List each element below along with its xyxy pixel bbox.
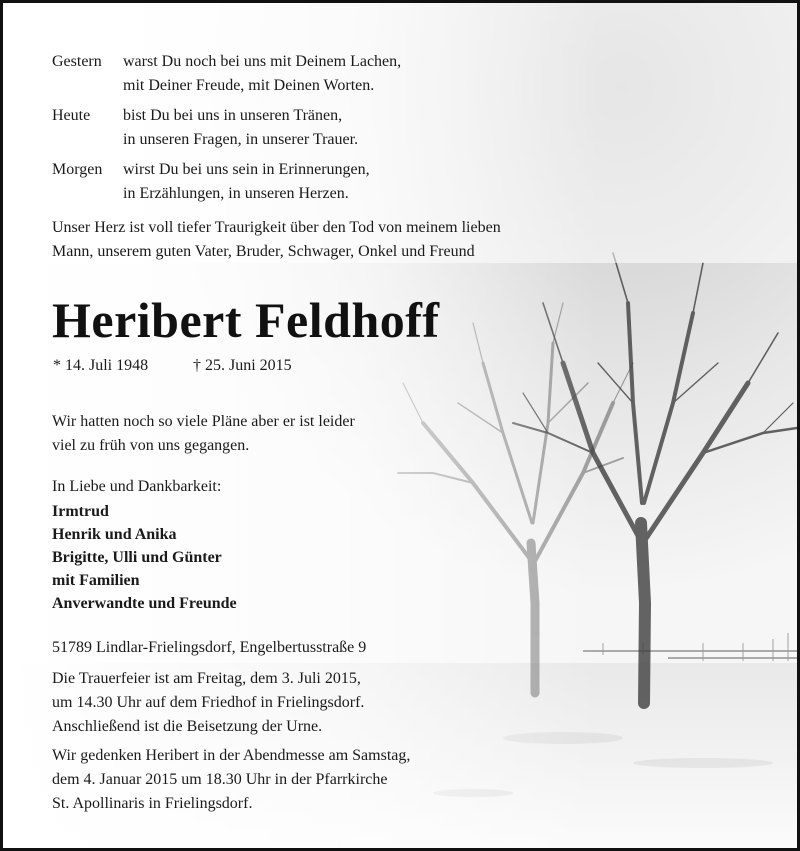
farewell-message: Wir hatten noch so viele Pläne aber er ist leider viel zu früh von uns gegangen. [52, 413, 355, 454]
mourner: Brigitte, Ulli und Günter [52, 549, 222, 566]
verse-label: Gestern [52, 53, 102, 70]
mourner: mit Familien [52, 572, 140, 589]
funeral-info: Die Trauerfeier ist am Freitag, dem 3. Juli 2015, um 14.30 Uhr auf dem Friedhof in Frielingsdorf. Anschließend ist die Beisetzung der Urne. [52, 670, 365, 735]
memorial-mass-info: Wir gedenken Heribert in der Abendmesse am Samstag, dem 4. Januar 2015 um 18.30 Uhr in der Pfarrkirche St. Apollinaris in Frielingsdorf. [52, 747, 411, 812]
verse-label: Morgen [52, 161, 103, 178]
verse-line: wirst Du bei uns sein in Erinnerungen, [123, 161, 370, 178]
mourners-list [52, 500, 237, 615]
mourner: Irmtrud [52, 503, 109, 520]
intro-text: Unser Herz ist voll tiefer Traurigkeit über den Tod von meinem lieben Mann, unserem guten Vater, Bruder, Schwager, Onkel und Freund [52, 219, 501, 260]
verse-label: Heute [52, 107, 91, 124]
verse-line: bist Du bei uns in unseren Tränen, [123, 107, 343, 124]
death-date: † 25. Juni 2015 [193, 357, 292, 374]
birth-date: * 14. Juli 1948 [53, 357, 149, 374]
mourner: Anverwandte und Freunde [52, 595, 237, 612]
obituary-content [3, 3, 797, 848]
closing-line: In Liebe und Dankbarkeit: [52, 478, 222, 495]
address: 51789 Lindlar-Frielingsdorf, Engelbertusstraße 9 [52, 639, 367, 656]
deceased-name: Heribert Feldhoff [52, 292, 440, 348]
mourner: Henrik und Anika [52, 526, 177, 543]
verse-line: mit Deiner Freude, mit Deinen Worten. [123, 77, 375, 94]
verse-line: in unseren Fragen, in unserer Trauer. [123, 131, 359, 148]
verse-line: in Erzählungen, in unseren Herzen. [123, 185, 349, 202]
verse-line: warst Du noch bei uns mit Deinem Lachen, [123, 53, 402, 70]
